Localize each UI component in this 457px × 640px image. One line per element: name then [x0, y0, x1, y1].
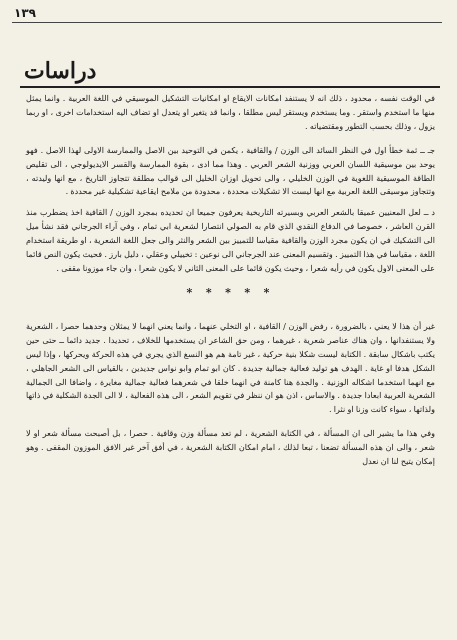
paragraph-4: غير أن هذا لا يعني ، بالضرورة ، رفض الوزن / القافية ، او التخلي عنهما ، وانما يعني انهما لا يمثلان وحدهما حصرا ، الشعرية ولا يستنفدانها ، وان هناك عناصر شعرية ، غيرهما ، ومن حق الشاعر ان يستخدمها للخلاف ، تحديدا . جديد دائما ــ حتى حين يكتب باشكال سابقة . الكتابة ليست شكلا بنية حركية ، غير تامة هم هو النسغ الذي يجري في هذه الحركة ويحركها ، وإذا ليس الشكل هدفا او غاية . الهدف هو توليد فعالية جمالية جديدة . كان ابو تمام وابو نواس جديدين ، بالقياس الى الشعر الجاهلي ، مع انهما استخدما اشكاله الوزنية . والجدة هنا كامنة في انهما خلقا في شعرهما فعالية جمالية مغايرة ، واضافا الى الجمالية الشعرية العربية ابعادا جديدة . والاساس ، اذن هو ان ننظر في تقويم الشعر ، الى هذه الفعالية ، لا الى الجدة الشكلية في ذاتها ولذاتها ، سواء كانت وزنا او نثرا .: [26, 320, 435, 415]
section-title: دراسات: [24, 58, 97, 84]
paragraph-2: جـ ــ ثمة خطأ اول في النظر السائد الى الوزن / والقافية ، يكمن في التوحيد بين الاصل والممارسة الاولى لهذا الاصل . فهو يوحد بين موسيقية اللسان العربي ووزنية الشعر العربي . وهذا مما ادى ، بقوة الممارسة والقسر الايديولوجي ، الى تقليص الطاقة الموسيقية اللغوية في الوزن الخليلي ، والى تحويل اوزان الخليل الى قوالب مطلقة تتجاوز التاريخ ، مع انها وليدته ، وتتجاوز موسيقى اللغة العربية مع انها ليست الا تشكيلات محددة ، محدودة من ملامح ايقاعية تشكيلية غير محددة .: [26, 144, 435, 197]
paragraph-gap: [26, 417, 435, 427]
body-text: [26, 92, 435, 469]
page-number: ١٣٩: [14, 6, 36, 20]
paragraph-1: في الوقت نفسه ، محدود ، ذلك انه لا يستنفد امكانات الايقاع او امكانيات التشكيل الموسيقي في اللغة العربية . وانما يمثل منها ما استخدم واستقر . وما يستخدم ويستقر ليس مطلقا ، وانما قد يتغير او يتعدل او تضاف اليه استخدامات اخرى ، او ربما يزول ، وذلك بحسب التطور ومقتضياته .: [26, 93, 435, 131]
title-rule: [20, 86, 440, 88]
paragraph-3: د ــ لعل المعنيين عميقا بالشعر العربي وبسيرته التاريخية يعرفون جميعا ان تحديده بمجرد الوزن / القافية اخذ يضطرب منذ القرن العاشر ، خصوصا في الدفاع النقدي الذي قام به الصولي انتصارا لشعرية ابي تمام ، وفي آراء الجرجاني فقد نشأ ميل الى التشكيك في ان يكون مجرد الوزن والقافية مقياسا للتمييز بين الشعر والنثر والى جعل اللغة الشعرية ، او طريقة استخدام اللغة ، مقياسا في هذا التمييز . وتقسيم المعنى عند الجرجاني الى نوعين : تخييلي وعقلي ، دليل بارز . فحيث يكون النص قائما على المعنى الاول يكون في رأيه شعرا ، وحيث يكون قائما على المعنى الثاني لا يكون شعرا ، وان جاء موزونا مقفى .: [26, 207, 435, 273]
header-rule: [12, 22, 442, 23]
paragraph-5: وفي هذا ما يشير الى ان المسألة ، في الكتابة الشعرية ، لم تعد مسألة وزن وقافية . حصرا ، بل أصبحت مسألة شعر او لا شعر ، والى ان هذه المسألة تضعنا ، تبعا لذلك ، امام امكان الكتابة الشعرية ، في أفق آخر غير الافق الموزون المقفى . وهو إمكان يتيح لنا ان نعدل: [26, 428, 435, 467]
paragraph-gap: [26, 134, 435, 144]
paragraph-gap: [26, 199, 435, 206]
section-separator: * * * * *: [186, 285, 275, 299]
